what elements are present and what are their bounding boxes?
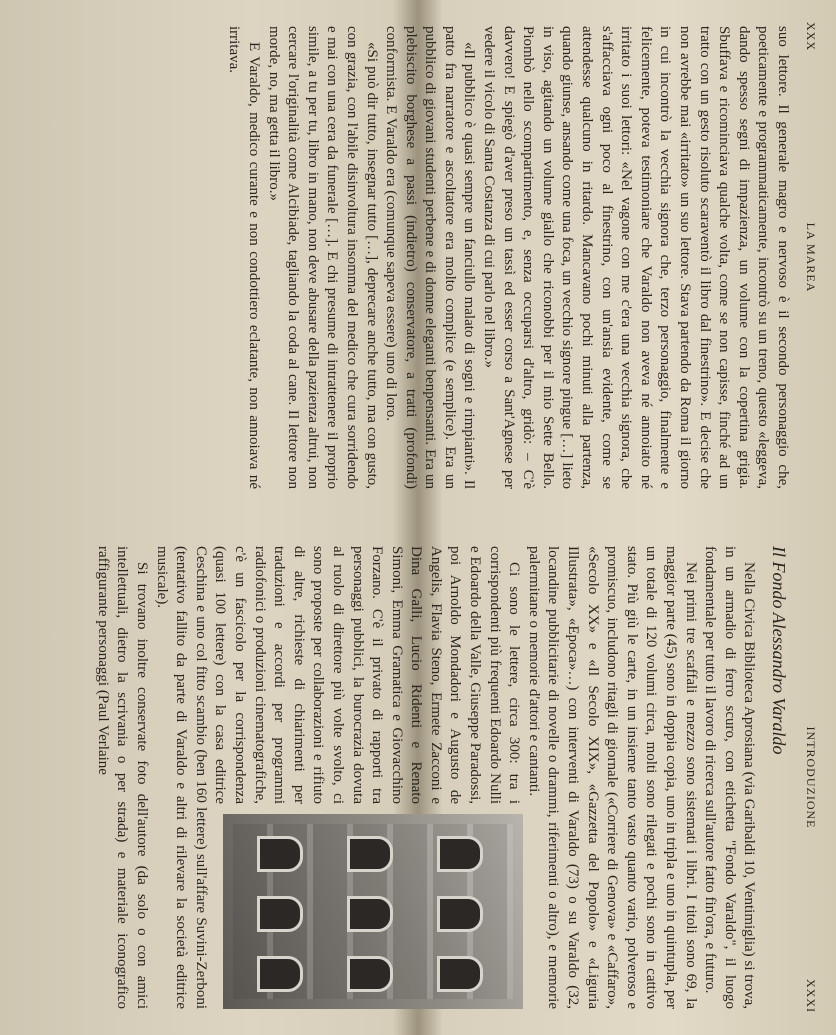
window-arch bbox=[437, 836, 483, 872]
running-title: INTRODUZIONE bbox=[804, 726, 819, 829]
running-head bbox=[802, 22, 820, 493]
page-xxxi-rotated bbox=[0, 520, 836, 1035]
running-head bbox=[802, 542, 820, 1013]
text-with-photo bbox=[92, 546, 523, 1009]
page-xxxi bbox=[0, 520, 836, 1035]
paragraph: Si trovano inoltre conservate foto dell'autore (da solo o con amici intellettuali, dietro la scrivania o per strada) e materiale iconografico raffigurante personaggi (Paul Verlaine bbox=[94, 546, 150, 1009]
paragraph: suo lettore. Il generale magro e nervoso è il secondo personaggio che, poeticamente e programmaticamente, incontrò su un treno, questo «leggeva, dando spesso segni di impazienza, un volume con la copertina grigia. Sbuffava e ricominciava qualche volta, come se non capisse, finché ad un tratto con un gesto risoluto scaraventò il libro dal finestrino». E decise che non avrebbe mai «irritato» un suo lettore. Stava partendo da Roma il giorno in cui incontrò la vecchia signora che, terzo personaggio, finalmente e felicemente, poteva testimoniare che Varaldo non aveva né annoiato né irritato i suoi lettori: «Nel vagone con me c'era una vecchia signora, che s'affacciava ogni poco al finestrino, con un'ansia evidente, come se attendesse qualcuno in ritardo. Mancavano pochi minuti alla partenza, quando giunse, ansando come una foca, un vecchio signore pingue […] lieto in viso, agitando un volume giallo che riconobbi per il mio Sette Bello. Piombò nello scompartimento, e, senza occuparsi d'altro, gridò: – C'è davvero! E spiegò d'aver preso un tassì ed esser corso a Sant'Agnese per vedere il vicolo di Santa Costanza di cui parlo nel libro.» bbox=[481, 26, 791, 489]
photo-float bbox=[223, 814, 523, 1009]
window-arch bbox=[257, 956, 303, 992]
window-arch bbox=[347, 896, 393, 932]
paragraph: «Si può dir tutto, insegnar tutto […], deprecare anche tutto, ma con gusto, con grazia, con l'abile disinvoltura insomma del medico che cura sorridendo e mai con una cera da funerale […]. E chi presume di intrattenere il proprio simile, a tu per tu, libro in mano, non deve abusare della pazienza altrui, non cercare l'originalità come Alcibiade, tagliando la coda al cane. Il lettore non morde, no, ma getta il libro.» bbox=[265, 26, 380, 489]
section-title: Il Fondo Alessandro Varaldo bbox=[769, 546, 789, 755]
window-arch bbox=[347, 836, 393, 872]
building-photo bbox=[223, 814, 523, 1009]
page-number: XXX bbox=[804, 22, 819, 51]
page-number: XXXI bbox=[804, 979, 819, 1013]
paragraph: Nella Civica Biblioteca Aprosiana (via Garibaldi 10, Ventimiglia) si trova, in un armadio di ferro scuro, con etichetta "Fondo Varaldo", il luogo fondamentale per tutto il lavoro di ricerca sull'autore fatto fin'ora, e futuro. bbox=[702, 546, 758, 1009]
window-arch bbox=[437, 956, 483, 992]
paragraph: E Varaldo, medico curante e non condottiero eclatante, non annoiava né irritava. bbox=[226, 26, 262, 489]
page-xxx bbox=[0, 0, 836, 515]
body-text bbox=[12, 26, 792, 489]
running-title: LA MAREA bbox=[804, 222, 819, 293]
paragraph: «Il pubblico è quasi sempre un fanciullo malato di sogni e rimpianti». Il patto fra narratore e ascoltatore era molto complice (e semplice). Era un pubblico di giovani studenti perbene e di donne eleganti benpensanti. Era un plebiscito borghese a passi (indietro) conservatore, a tratti (profondi) conformista. E Varaldo era (comunque sapeva essere) uno di loro. bbox=[383, 26, 478, 489]
paragraph: Ci sono le lettere, circa 300: tra i corrispondenti più frequenti Edoardo Nulli e Edoardo della Valle, Giuseppe Paradossi, poi Arnoldo Mondadori e Augusto de Angelis, Flavia Steno, Ermete Zacconi e Dina Galli, Lucio Ridenti e Renato Simoni, Emma Gramatica e Giovacchino Forzano. C'è il privato di rapporti tra personaggi pubblici, la burocrazia dovuta al ruolo di direttore più volte svolto, ci sono proposte per collaborazioni e rifiuto di altre, richieste di chiarimenti per traduzioni e accordi per programmi radiofonici o produzioni cinematografiche, c'è un fascicolo per la corrispondenza (quasi 100 lettere) con la casa editrice Ceschina e uno col fitto scambio (ben 160 lettere) sull'affare Suvini-Zerboni (tentativo fallito da parte di Varaldo e altri di rilevare la società editrice musicale). bbox=[153, 546, 523, 1009]
page-xxx-rotated bbox=[0, 0, 836, 515]
window-arch bbox=[257, 896, 303, 932]
body-text bbox=[12, 546, 792, 1009]
window-arch bbox=[347, 956, 393, 992]
window-arch bbox=[257, 836, 303, 872]
window-arch bbox=[437, 896, 483, 932]
paragraph: Nei primi tre scaffali e mezzo sono sistemati i libri. I titoli sono 69, la maggior parte (45) sono in doppia copia, uno in tripla e uno in quintupla, per un totale di 120 volumi circa, molti sono rilegati e pochi sono in cattivo stato. Più giù le carte, in un insieme tanto vasto quanto vario, polveroso e promiscuo, includono ritagli di giornale («Corriere di Genova» e «Caffaro», «Secolo XX» e «Il Secolo XIX», «Gazzetta del Popolo» e «Liguria Illustrata», «Epoca»…) con interventi di Varaldo (73) o su Varaldo (32, locandine pubblicitarie di novelle o drammi, riferimenti o altro), e memorie palermitane o memorie d'attori e cantanti. bbox=[525, 546, 699, 1009]
